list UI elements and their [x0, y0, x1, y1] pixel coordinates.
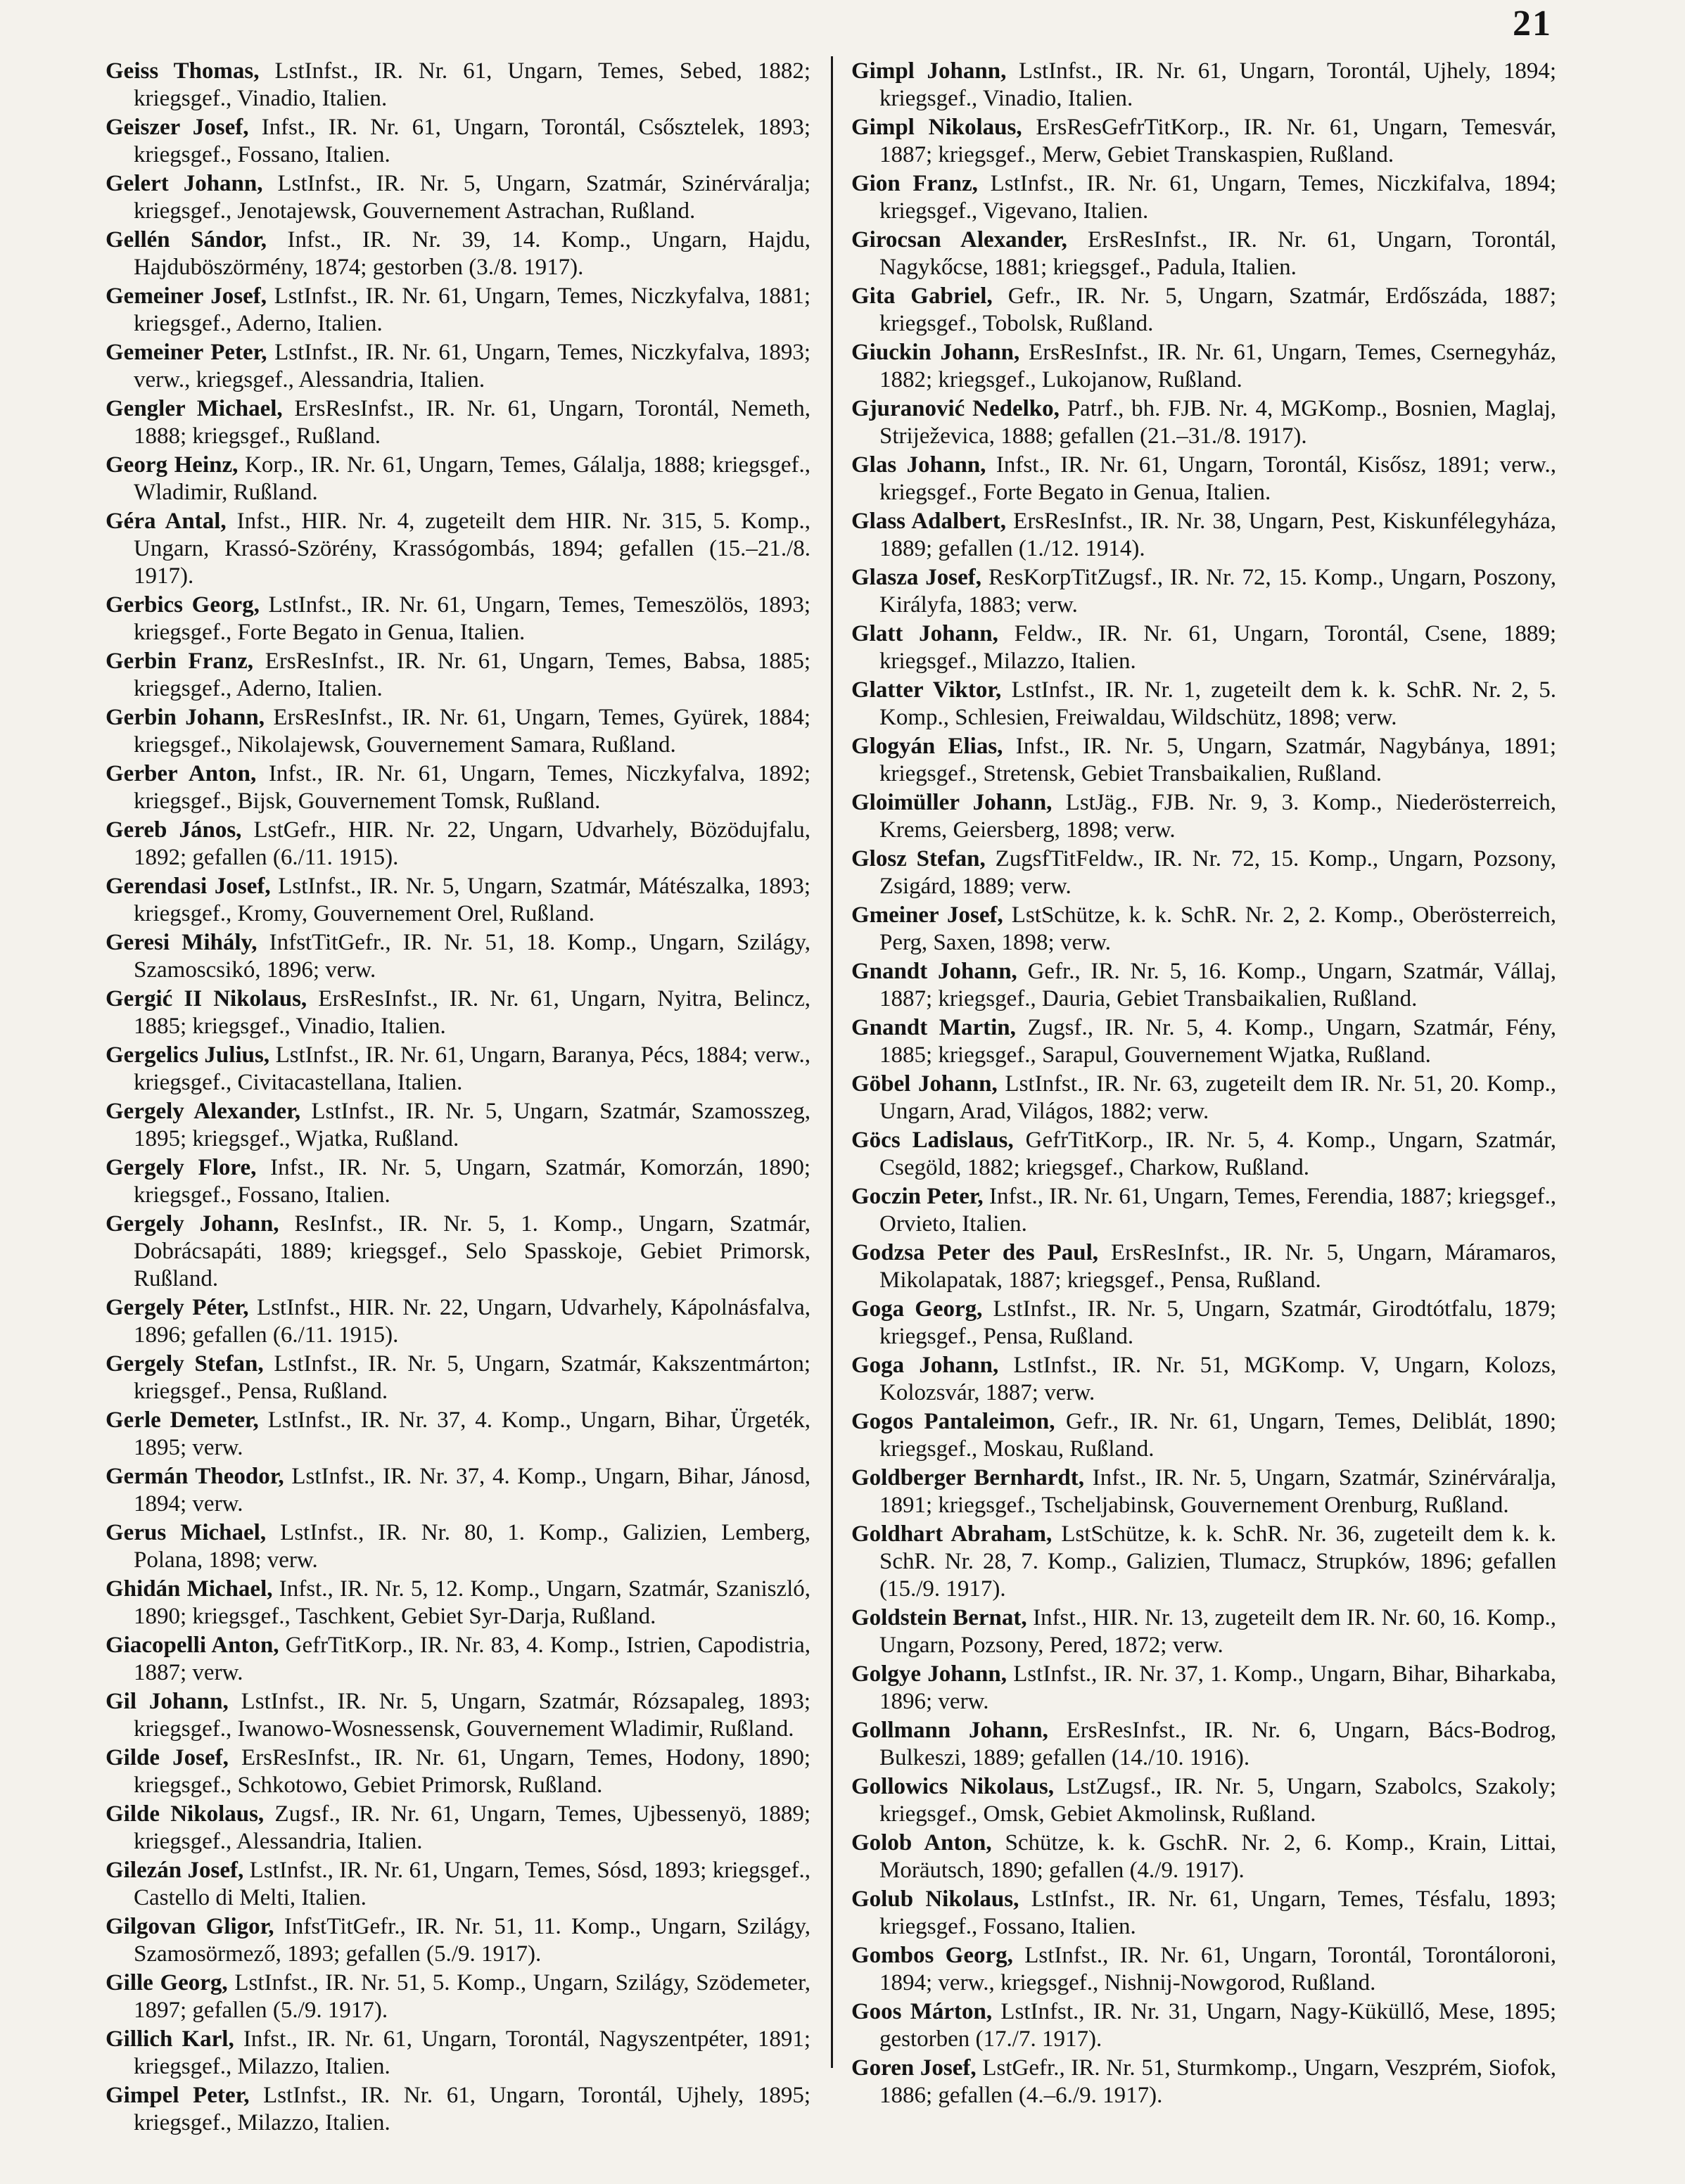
entry-name: Ghidán Michael, [106, 1576, 273, 1602]
list-entry [851, 508, 1556, 563]
list-entry [851, 1998, 1556, 2053]
list-entry [106, 1098, 810, 1153]
entry-name: Goga Georg, [851, 1296, 983, 1322]
entry-name: Geiszer Josef, [106, 115, 249, 140]
entry-name: Giacopelli Anton, [106, 1633, 279, 1658]
entry-details: Patrf., bh. FJB. Nr. 4, MGKomp., Bosnien, Maglaj, Striježevica, 1888; gefallen (21.–31./8. 1917). [879, 396, 1557, 449]
entry-details: LstInfst., IR. Nr. 61, Ungarn, Baranya, Pécs, 1884; verw., kriegsgef., Civitacastellana, Italien. [134, 1042, 810, 1095]
entry-details: ErsResInfst., IR. Nr. 61, Ungarn, Temes, Hodony, 1890; kriegsgef., Schkotowo, Gebiet Primorsk, Rußland. [134, 1745, 811, 1798]
entry-name: Gimpl Johann, [851, 58, 1007, 84]
entry-details: Gefr., IR. Nr. 5, 16. Komp., Ungarn, Szatmár, Vállaj, 1887; kriegsgef., Dauria, Gebiet Transbaikalien, Rußland. [879, 959, 1557, 1011]
entry-name: Gerle Demeter, [106, 1407, 259, 1433]
entry-details: ResInfst., IR. Nr. 5, 1. Komp., Ungarn, Szatmár, Dobrácsapáti, 1889; kriegsgef., Selo Spasskoje, Gebiet Primorsk, Rußland. [134, 1211, 811, 1291]
entry-name: Gereb János, [106, 817, 242, 843]
entry-details: ErsResInfst., IR. Nr. 61, Ungarn, Temes, Csernegyház, 1882; kriegsgef., Lukojanow, Rußland. [879, 340, 1556, 392]
list-entry [106, 1576, 810, 1630]
column-divider [831, 56, 833, 2068]
entry-name: Göbel Johann, [851, 1071, 998, 1097]
entry-name: Gemeiner Josef, [106, 283, 267, 309]
entry-name: Géra Antal, [106, 509, 227, 534]
list-entry [851, 58, 1556, 113]
entry-name: Gmeiner Josef, [851, 902, 1003, 928]
entry-details: Infst., IR. Nr. 5, Ungarn, Szatmár, Komorzán, 1890; kriegsgef., Fossano, Italien. [134, 1155, 810, 1208]
entry-details: ErsResInfst., IR. Nr. 6, Ungarn, Bács-Bodrog, Bulkeszi, 1889; gefallen (14./10. 1916). [879, 1718, 1557, 1770]
entry-name: Gloimüller Johann, [851, 790, 1053, 815]
list-entry [106, 760, 810, 815]
entry-details: LstSchütze, k. k. SchR. Nr. 36, zugeteilt dem k. k. SchR. Nr. 28, 7. Komp., Galizien, Tlumacz, Strupków, 1896; gefallen (15./9. 1917). [879, 1521, 1556, 1602]
list-entry [106, 1350, 810, 1405]
entry-details: LstJäg., FJB. Nr. 9, 3. Komp., Niederösterreich, Krems, Geiersberg, 1898; verw. [879, 790, 1556, 843]
list-entry [106, 283, 810, 338]
entry-name: Goldberger Bernhardt, [851, 1465, 1085, 1490]
entry-name: Gilde Nikolaus, [106, 1801, 265, 1827]
entry-name: Gil Johann, [106, 1689, 229, 1714]
entry-details: LstInfst., IR. Nr. 61, Ungarn, Torontál, Torontáloroni, 1894; verw., kriegsgef., Nishnij-Nowgorod, Rußland. [879, 1943, 1556, 1995]
entry-name: Gergely Flore, [106, 1155, 257, 1180]
entry-name: Goren Josef, [851, 2055, 977, 2081]
entry-name: Gilde Josef, [106, 1745, 229, 1770]
entry-name: Goczin Peter, [851, 1184, 984, 1209]
entry-details: LstInfst., IR. Nr. 61, Ungarn, Torontál, Ujhely, 1895; kriegsgef., Milazzo, Italien. [134, 2083, 810, 2135]
list-entry [851, 1296, 1556, 1350]
entry-details: LstInfst., IR. Nr. 61, Ungarn, Temes, Tésfalu, 1893; kriegsgef., Fossano, Italien. [879, 1886, 1557, 1939]
entry-name: Gille Georg, [106, 1970, 228, 1995]
entry-details: Infst., IR. Nr. 61, Ungarn, Torontál, Nagyszentpéter, 1891; kriegsgef., Milazzo, Italien. [134, 2026, 811, 2079]
entry-name: Goos Márton, [851, 1999, 993, 2024]
list-entry [106, 1744, 810, 1799]
list-entry [106, 592, 810, 646]
entry-details: Zugsf., IR. Nr. 61, Ungarn, Temes, Ujbessenyö, 1889; kriegsgef., Alessandria, Italien. [134, 1801, 811, 1854]
list-entry [106, 1211, 810, 1293]
entry-name: Glatt Johann, [851, 621, 998, 646]
entry-name: Giuckin Johann, [851, 340, 1020, 365]
entry-details: Infst., IR. Nr. 61, Ungarn, Torontál, Kisősz, 1891; verw., kriegsgef., Forte Begato in Genua, Italien. [879, 452, 1556, 505]
entry-name: Godzsa Peter des Paul, [851, 1240, 1099, 1265]
entry-name: Germán Theodor, [106, 1464, 284, 1489]
entry-name: Gogos Pantaleimon, [851, 1409, 1055, 1434]
list-entry [106, 170, 810, 225]
entry-details: ErsResInfst., IR. Nr. 61, Ungarn, Torontál, Nemeth, 1888; kriegsgef., Rußland. [134, 396, 811, 449]
entry-details: LstInfst., IR. Nr. 61, Ungarn, Temes, Sebed, 1882; kriegsgef., Vinadio, Italien. [134, 58, 810, 111]
entry-details: Korp., IR. Nr. 61, Ungarn, Temes, Gálalja, 1888; kriegsgef., Wladimir, Rußland. [134, 452, 810, 505]
entry-name: Glatter Viktor, [851, 677, 1002, 703]
entry-details: GefrTitKorp., IR. Nr. 5, 4. Komp., Ungarn, Szatmár, Csegöld, 1882; kriegsgef., Charkow, Rußland. [879, 1128, 1556, 1180]
entry-name: Gerbin Franz, [106, 649, 254, 674]
entry-details: LstInfst., IR. Nr. 5, Ungarn, Szatmár, Szamosszeg, 1895; kriegsgef., Wjatka, Rußland. [134, 1099, 811, 1151]
entry-name: Glas Johann, [851, 452, 986, 478]
list-entry [851, 1829, 1556, 1884]
entry-details: Infst., IR. Nr. 5, Ungarn, Szatmár, Nagybánya, 1891; kriegsgef., Stretensk, Gebiet Transbaikalien, Rußland. [879, 734, 1556, 786]
entry-details: Infst., HIR. Nr. 4, zugeteilt dem HIR. Nr. 315, 5. Komp., Ungarn, Krassó-Szörény, Krassógombás, 1894; gefallen (15.–21./8. 1917). [134, 509, 811, 589]
list-entry [106, 114, 810, 169]
entry-name: Gnandt Martin, [851, 1015, 1016, 1040]
left-column [106, 58, 810, 2138]
list-entry [851, 1071, 1556, 1125]
entry-name: Gerendasi Josef, [106, 874, 271, 899]
entry-name: Gergely Stefan, [106, 1351, 264, 1377]
entry-details: LstInfst., IR. Nr. 80, 1. Komp., Galizien, Lemberg, Polana, 1898; verw. [134, 1520, 811, 1573]
list-entry [106, 1969, 810, 2024]
list-entry [106, 1463, 810, 1518]
entry-details: InfstTitGefr., IR. Nr. 51, 18. Komp., Ungarn, Szilágy, Szamoscsikó, 1896; verw. [134, 930, 810, 983]
entry-details: Infst., IR. Nr. 39, 14. Komp., Ungarn, Hajdu, Hajduböszörmény, 1874; gestorben (3./8. 1917). [134, 227, 810, 280]
list-entry [851, 564, 1556, 619]
list-entry [851, 452, 1556, 506]
list-entry [106, 395, 810, 450]
list-entry [851, 283, 1556, 338]
entry-name: Gerber Anton, [106, 761, 257, 786]
entry-details: InfstTitGefr., IR. Nr. 51, 11. Komp., Ungarn, Szilágy, Szamosörmező, 1893; gefallen (5./9. 1917). [134, 1914, 811, 1967]
list-entry [851, 395, 1556, 450]
entry-details: LstInfst., IR. Nr. 61, Ungarn, Temes, Niczkifalva, 1894; kriegsgef., Vigevano, Italien. [879, 171, 1557, 224]
entry-details: Infst., IR. Nr. 61, Ungarn, Temes, Ferendia, 1887; kriegsgef., Orvieto, Italien. [879, 1184, 1556, 1237]
entry-name: Girocsan Alexander, [851, 227, 1067, 253]
entry-name: Gerus Michael, [106, 1520, 267, 1545]
list-entry [106, 2026, 810, 2081]
entry-name: Gelert Johann, [106, 171, 263, 196]
entry-name: Goldstein Bernat, [851, 1605, 1027, 1630]
list-entry [851, 1408, 1556, 1463]
list-entry [851, 1604, 1556, 1659]
list-entry [106, 339, 810, 394]
entry-details: Gefr., IR. Nr. 61, Ungarn, Temes, Deliblát, 1890; kriegsgef., Moskau, Rußland. [879, 1409, 1557, 1462]
entry-details: ErsResInfst., IR. Nr. 61, Ungarn, Temes, Gyürek, 1884; kriegsgef., Nikolajewsk, Gouvernement Samara, Rußland. [134, 705, 810, 758]
entry-name: Geresi Mihály, [106, 930, 257, 955]
entry-name: Goga Johann, [851, 1353, 999, 1378]
entry-details: LstInfst., IR. Nr. 51, 5. Komp., Ungarn, Szilágy, Szödemeter, 1897; gefallen (5./9. 1917). [134, 1970, 810, 2023]
entry-details: LstSchütze, k. k. SchR. Nr. 2, 2. Komp., Oberösterreich, Perg, Saxen, 1898; verw. [879, 902, 1557, 955]
entry-name: Gergelics Julius, [106, 1042, 270, 1068]
entry-details: GefrTitKorp., IR. Nr. 83, 4. Komp., Istrien, Capodistria, 1887; verw. [134, 1633, 810, 1685]
list-entry [106, 452, 810, 506]
entry-details: LstInfst., IR. Nr. 61, Ungarn, Temes, Temeszölös, 1893; kriegsgef., Forte Begato in Genua, Italien. [134, 592, 811, 645]
list-entry [106, 1154, 810, 1209]
entry-details: LstInfst., IR. Nr. 61, Ungarn, Temes, Niczkyfalva, 1881; kriegsgef., Aderno, Italien. [134, 283, 810, 336]
entry-details: Infst., IR. Nr. 61, Ungarn, Temes, Niczkyfalva, 1892; kriegsgef., Bijsk, Gouvernement Tomsk, Rußland. [134, 761, 810, 814]
list-entry [106, 226, 810, 281]
list-entry [851, 677, 1556, 732]
list-entry [851, 733, 1556, 788]
page-number: 21 [1513, 4, 1552, 44]
entry-details: LstInfst., IR. Nr. 37, 4. Komp., Ungarn, Bihar, Jánosd, 1894; verw. [134, 1464, 810, 1516]
entry-details: LstInfst., IR. Nr. 61, Ungarn, Temes, Niczkyfalva, 1893; verw., kriegsgef., Alessandria, Italien. [134, 340, 810, 392]
entry-name: Gillich Karl, [106, 2026, 234, 2052]
entry-details: ErsResInfst., IR. Nr. 61, Ungarn, Torontál, Nagykőcse, 1881; kriegsgef., Padula, Italien. [879, 227, 1557, 280]
entry-details: ErsResInfst., IR. Nr. 61, Ungarn, Nyitra, Belincz, 1885; kriegsgef., Vinadio, Italien. [134, 986, 810, 1039]
list-entry [851, 114, 1556, 169]
list-entry [851, 1239, 1556, 1294]
entry-details: LstInfst., IR. Nr. 61, Ungarn, Torontál, Ujhely, 1894; kriegsgef., Vinadio, Italien. [879, 58, 1556, 111]
entry-details: ResKorpTitZugsf., IR. Nr. 72, 15. Komp., Ungarn, Poszony, Királyfa, 1883; verw. [879, 565, 1557, 618]
list-entry [106, 2082, 810, 2137]
entry-name: Golgye Johann, [851, 1661, 1007, 1687]
list-entry [106, 648, 810, 703]
list-entry [106, 508, 810, 590]
list-entry [851, 902, 1556, 957]
list-entry [851, 170, 1556, 225]
entry-name: Golob Anton, [851, 1830, 992, 1856]
entry-details: LstInfst., IR. Nr. 5, Ungarn, Szatmár, Rózsapaleg, 1893; kriegsgef., Iwanowo-Wosnessensk, Gouvernement Wladimir, Rußland. [134, 1689, 810, 1742]
entry-name: Gemeiner Peter, [106, 340, 267, 365]
entry-name: Gergely Péter, [106, 1295, 249, 1320]
list-entry [106, 1407, 810, 1462]
entry-details: Schütze, k. k. GschR. Nr. 2, 6. Komp., Krain, Littai, Moräutsch, 1890; gefallen (4./9. 1917). [879, 1830, 1556, 1883]
entry-details: LstInfst., HIR. Nr. 22, Ungarn, Udvarhely, Kápolnásfalva, 1896; gefallen (6./11. 1915). [134, 1295, 811, 1348]
list-entry [851, 620, 1556, 675]
entry-details: ErsResInfst., IR. Nr. 5, Ungarn, Máramaros, Mikolapatak, 1887; kriegsgef., Pensa, Rußland. [879, 1240, 1557, 1293]
list-entry [851, 1773, 1556, 1828]
entry-details: Infst., IR. Nr. 5, Ungarn, Szatmár, Szinérváralja, 1891; kriegsgef., Tscheljabinsk, Gouvernement Orenburg, Rußland. [879, 1465, 1556, 1518]
entry-details: LstGefr., HIR. Nr. 22, Ungarn, Udvarhely, Bözödujfalu, 1892; gefallen (6./11. 1915). [134, 817, 811, 870]
list-entry [106, 1688, 810, 1743]
list-entry [106, 985, 810, 1040]
entry-details: LstInfst., IR. Nr. 51, MGKomp. V, Ungarn, Kolozs, Kolozsvár, 1887; verw. [879, 1353, 1557, 1405]
entry-name: Gimpel Peter, [106, 2083, 250, 2108]
list-entry [851, 1942, 1556, 1997]
list-entry [851, 1183, 1556, 1238]
list-entry [851, 1352, 1556, 1407]
entry-name: Gnandt Johann, [851, 959, 1017, 984]
entry-name: Gergić II Nikolaus, [106, 986, 307, 1011]
entry-details: LstInfst., IR. Nr. 1, zugeteilt dem k. k. SchR. Nr. 2, 5. Komp., Schlesien, Freiwaldau, Wildschütz, 1898; verw. [879, 677, 1556, 730]
entry-name: Glasza Josef, [851, 565, 982, 590]
entry-name: Gengler Michael, [106, 396, 283, 421]
entry-name: Gollowics Nikolaus, [851, 1774, 1055, 1799]
entry-details: Gefr., IR. Nr. 5, Ungarn, Szatmár, Erdőszáda, 1887; kriegsgef., Tobolsk, Rußland. [879, 283, 1556, 336]
entry-name: Gimpl Nikolaus, [851, 115, 1022, 140]
list-entry [851, 1717, 1556, 1772]
entry-name: Goldhart Abraham, [851, 1521, 1053, 1547]
entry-name: Glogyán Elias, [851, 734, 1003, 759]
list-entry [851, 789, 1556, 844]
list-entry [106, 1801, 810, 1856]
entry-name: Gjuranović Nedelko, [851, 396, 1060, 421]
list-entry [106, 1294, 810, 1349]
entry-details: LstGefr., IR. Nr. 51, Sturmkomp., Ungarn, Veszprém, Siofok, 1886; gefallen (4.–6./9. 1917). [879, 2055, 1557, 2108]
entry-name: Gergely Johann, [106, 1211, 279, 1237]
list-entry [106, 1913, 810, 1968]
entry-details: LstInfst., IR. Nr. 5, Ungarn, Szatmár, Mátészalka, 1893; kriegsgef., Kromy, Gouvernement Orel, Rußland. [134, 874, 810, 926]
list-entry [106, 58, 810, 113]
entry-details: LstInfst., IR. Nr. 5, Ungarn, Szatmár, Girodtótfalu, 1879; kriegsgef., Pensa, Rußland. [879, 1296, 1556, 1349]
entry-name: Gerbics Georg, [106, 592, 260, 618]
entry-name: Glosz Stefan, [851, 846, 986, 871]
entry-details: ZugsfTitFeldw., IR. Nr. 72, 15. Komp., Ungarn, Pozsony, Zsigárd, 1889; verw. [879, 846, 1556, 899]
entry-name: Gerbin Johann, [106, 705, 265, 730]
list-entry [851, 1661, 1556, 1716]
list-entry [106, 873, 810, 928]
entry-details: Infst., IR. Nr. 5, 12. Komp., Ungarn, Szatmár, Szaniszló, 1890; kriegsgef., Taschkent, Gebiet Syr-Darja, Rußland. [134, 1576, 811, 1629]
list-entry [851, 1014, 1556, 1069]
list-entry [851, 339, 1556, 394]
list-entry [106, 817, 810, 871]
entry-details: ErsResInfst., IR. Nr. 61, Ungarn, Temes, Babsa, 1885; kriegsgef., Aderno, Italien. [134, 649, 810, 701]
list-entry [106, 929, 810, 984]
entry-name: Glass Adalbert, [851, 509, 1007, 534]
list-entry [851, 2055, 1556, 2109]
list-entry [106, 1632, 810, 1687]
entry-name: Golub Nikolaus, [851, 1886, 1019, 1912]
list-entry [851, 1521, 1556, 1603]
entry-name: Gellén Sándor, [106, 227, 267, 253]
entry-details: Infst., HIR. Nr. 13, zugeteilt dem IR. Nr. 60, 16. Komp., Ungarn, Pozsony, Pered, 1872; verw. [879, 1605, 1556, 1658]
entry-details: Infst., IR. Nr. 61, Ungarn, Torontál, Csősztelek, 1893; kriegsgef., Fossano, Italien. [134, 115, 810, 167]
entry-name: Gion Franz, [851, 171, 978, 196]
entry-details: LstInfst., IR. Nr. 63, zugeteilt dem IR. Nr. 51, 20. Komp., Ungarn, Arad, Világos, 1882; verw. [879, 1071, 1556, 1124]
right-column [851, 58, 1556, 2111]
entry-details: LstInfst., IR. Nr. 37, 4. Komp., Ungarn, Bihar, Ürgeték, 1895; verw. [134, 1407, 811, 1460]
entry-details: ErsResGefrTitKorp., IR. Nr. 61, Ungarn, Temesvár, 1887; kriegsgef., Merw, Gebiet Transkaspien, Rußland. [879, 115, 1556, 167]
entry-name: Georg Heinz, [106, 452, 239, 478]
entry-name: Gilgovan Gligor, [106, 1914, 274, 1939]
entry-details: LstInfst., IR. Nr. 61, Ungarn, Temes, Sósd, 1893; kriegsgef., Castello di Melti, Italien. [134, 1858, 811, 1910]
entry-details: Zugsf., IR. Nr. 5, 4. Komp., Ungarn, Szatmár, Fény, 1885; kriegsgef., Sarapul, Gouvernement Wjatka, Rußland. [879, 1015, 1556, 1068]
list-entry [106, 704, 810, 759]
entry-name: Gollmann Johann, [851, 1718, 1048, 1743]
list-entry [851, 226, 1556, 281]
entry-name: Gita Gabriel, [851, 283, 993, 309]
entry-name: Gilezán Josef, [106, 1858, 244, 1883]
list-entry [851, 958, 1556, 1013]
list-entry [851, 1464, 1556, 1519]
entry-name: Gergely Alexander, [106, 1099, 301, 1124]
entry-details: LstInfst., IR. Nr. 31, Ungarn, Nagy-Küküllő, Mese, 1895; gestorben (17./7. 1917). [879, 1999, 1556, 2052]
entry-details: LstInfst., IR. Nr. 5, Ungarn, Szatmár, Szinérváralja; kriegsgef., Jenotajewsk, Gouvernement Astrachan, Rußland. [134, 171, 810, 224]
list-entry [106, 1042, 810, 1097]
entry-details: LstZugsf., IR. Nr. 5, Ungarn, Szabolcs, Szakoly; kriegsgef., Omsk, Gebiet Akmolinsk, Rußland. [879, 1774, 1556, 1827]
entry-name: Gombos Georg, [851, 1943, 1013, 1968]
entry-details: LstInfst., IR. Nr. 37, 1. Komp., Ungarn, Bihar, Biharkaba, 1896; verw. [879, 1661, 1557, 1714]
list-entry [106, 1857, 810, 1912]
list-entry [851, 845, 1556, 900]
entry-details: Feldw., IR. Nr. 61, Ungarn, Torontál, Csene, 1889; kriegsgef., Milazzo, Italien. [879, 621, 1557, 674]
entry-details: ErsResInfst., IR. Nr. 38, Ungarn, Pest, Kiskunfélegyháza, 1889; gefallen (1./12. 1914). [879, 509, 1556, 561]
list-entry [106, 1519, 810, 1574]
list-entry [851, 1886, 1556, 1941]
entry-details: LstInfst., IR. Nr. 5, Ungarn, Szatmár, Kakszentmárton; kriegsgef., Pensa, Rußland. [134, 1351, 811, 1404]
entry-name: Göcs Ladislaus, [851, 1128, 1014, 1153]
list-entry [851, 1127, 1556, 1182]
entry-name: Geiss Thomas, [106, 58, 260, 84]
